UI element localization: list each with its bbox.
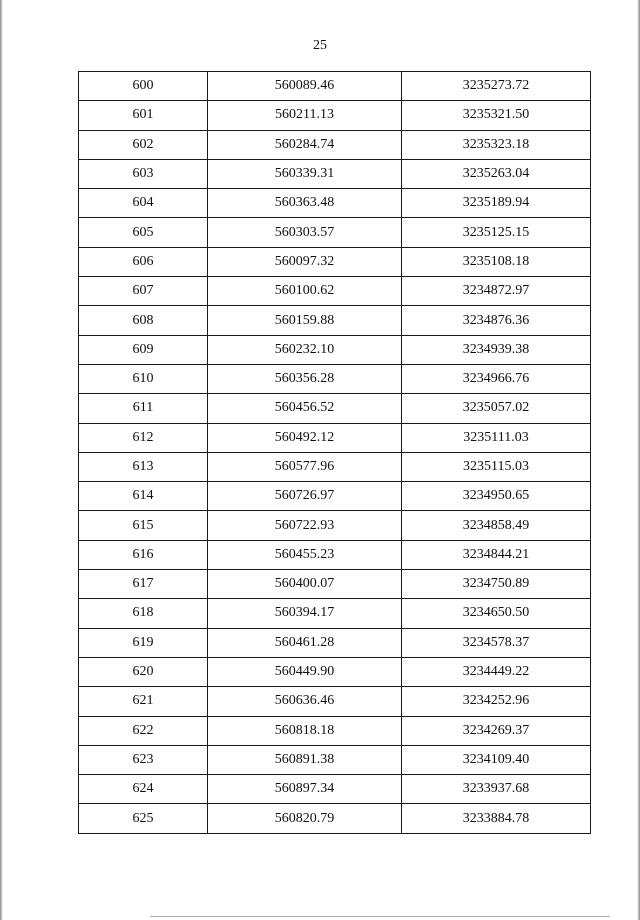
x-coordinate-cell: 560097.32 bbox=[208, 247, 402, 276]
point-number-cell: 605 bbox=[79, 218, 208, 247]
table-row bbox=[79, 599, 591, 628]
y-coordinate-cell: 3234650.50 bbox=[402, 599, 591, 628]
x-coordinate-cell: 560820.79 bbox=[208, 804, 402, 833]
table-row bbox=[79, 511, 591, 540]
point-number-cell: 612 bbox=[79, 423, 208, 452]
point-number-cell: 625 bbox=[79, 804, 208, 833]
y-coordinate-cell: 3234269.37 bbox=[402, 716, 591, 745]
table-row bbox=[79, 394, 591, 423]
table-row bbox=[79, 482, 591, 511]
x-coordinate-cell: 560726.97 bbox=[208, 482, 402, 511]
y-coordinate-cell: 3235189.94 bbox=[402, 189, 591, 218]
table-row bbox=[79, 189, 591, 218]
x-coordinate-cell: 560577.96 bbox=[208, 452, 402, 481]
y-coordinate-cell: 3234966.76 bbox=[402, 364, 591, 393]
x-coordinate-cell: 560456.52 bbox=[208, 394, 402, 423]
point-number-cell: 609 bbox=[79, 335, 208, 364]
point-number-cell: 601 bbox=[79, 101, 208, 130]
y-coordinate-cell: 3234876.36 bbox=[402, 306, 591, 335]
point-number-cell: 621 bbox=[79, 687, 208, 716]
scan-edge-bottom bbox=[150, 916, 610, 917]
x-coordinate-cell: 560303.57 bbox=[208, 218, 402, 247]
point-number-cell: 608 bbox=[79, 306, 208, 335]
x-coordinate-cell: 560232.10 bbox=[208, 335, 402, 364]
y-coordinate-cell: 3233937.68 bbox=[402, 775, 591, 804]
y-coordinate-cell: 3234109.40 bbox=[402, 745, 591, 774]
point-number-cell: 611 bbox=[79, 394, 208, 423]
table-row bbox=[79, 247, 591, 276]
x-coordinate-cell: 560339.31 bbox=[208, 159, 402, 188]
y-coordinate-cell: 3234950.65 bbox=[402, 482, 591, 511]
x-coordinate-cell: 560284.74 bbox=[208, 130, 402, 159]
point-number-cell: 603 bbox=[79, 159, 208, 188]
point-number-cell: 610 bbox=[79, 364, 208, 393]
x-coordinate-cell: 560400.07 bbox=[208, 570, 402, 599]
y-coordinate-cell: 3235108.18 bbox=[402, 247, 591, 276]
y-coordinate-cell: 3235111.03 bbox=[402, 423, 591, 452]
table-row bbox=[79, 452, 591, 481]
point-number-cell: 613 bbox=[79, 452, 208, 481]
y-coordinate-cell: 3234844.21 bbox=[402, 540, 591, 569]
table-row bbox=[79, 687, 591, 716]
table-row bbox=[79, 804, 591, 833]
table-row bbox=[79, 277, 591, 306]
y-coordinate-cell: 3233884.78 bbox=[402, 804, 591, 833]
table-row bbox=[79, 306, 591, 335]
scan-edge-left bbox=[0, 0, 3, 920]
y-coordinate-cell: 3234252.96 bbox=[402, 687, 591, 716]
x-coordinate-cell: 560089.46 bbox=[208, 72, 402, 101]
y-coordinate-cell: 3234939.38 bbox=[402, 335, 591, 364]
y-coordinate-cell: 3235115.03 bbox=[402, 452, 591, 481]
point-number-cell: 615 bbox=[79, 511, 208, 540]
y-coordinate-cell: 3235263.04 bbox=[402, 159, 591, 188]
coordinate-table-body bbox=[79, 72, 591, 834]
table-row bbox=[79, 101, 591, 130]
x-coordinate-cell: 560449.90 bbox=[208, 657, 402, 686]
x-coordinate-cell: 560897.34 bbox=[208, 775, 402, 804]
table-row bbox=[79, 72, 591, 101]
y-coordinate-cell: 3234750.89 bbox=[402, 570, 591, 599]
table-row bbox=[79, 628, 591, 657]
table-row bbox=[79, 716, 591, 745]
x-coordinate-cell: 560211.13 bbox=[208, 101, 402, 130]
point-number-cell: 614 bbox=[79, 482, 208, 511]
table-row bbox=[79, 130, 591, 159]
y-coordinate-cell: 3234578.37 bbox=[402, 628, 591, 657]
x-coordinate-cell: 560891.38 bbox=[208, 745, 402, 774]
x-coordinate-cell: 560356.28 bbox=[208, 364, 402, 393]
table-row bbox=[79, 423, 591, 452]
point-number-cell: 602 bbox=[79, 130, 208, 159]
y-coordinate-cell: 3234872.97 bbox=[402, 277, 591, 306]
x-coordinate-cell: 560100.62 bbox=[208, 277, 402, 306]
y-coordinate-cell: 3235125.15 bbox=[402, 218, 591, 247]
table-row bbox=[79, 364, 591, 393]
y-coordinate-cell: 3234858.49 bbox=[402, 511, 591, 540]
table-row bbox=[79, 159, 591, 188]
y-coordinate-cell: 3235321.50 bbox=[402, 101, 591, 130]
table-row bbox=[79, 218, 591, 247]
table-row bbox=[79, 570, 591, 599]
point-number-cell: 624 bbox=[79, 775, 208, 804]
y-coordinate-cell: 3235323.18 bbox=[402, 130, 591, 159]
point-number-cell: 616 bbox=[79, 540, 208, 569]
y-coordinate-cell: 3235273.72 bbox=[402, 72, 591, 101]
x-coordinate-cell: 560461.28 bbox=[208, 628, 402, 657]
point-number-cell: 604 bbox=[79, 189, 208, 218]
point-number-cell: 600 bbox=[79, 72, 208, 101]
page-number: 25 bbox=[313, 38, 327, 53]
point-number-cell: 619 bbox=[79, 628, 208, 657]
x-coordinate-cell: 560492.12 bbox=[208, 423, 402, 452]
coordinate-table bbox=[78, 71, 591, 834]
point-number-cell: 607 bbox=[79, 277, 208, 306]
point-number-cell: 606 bbox=[79, 247, 208, 276]
x-coordinate-cell: 560159.88 bbox=[208, 306, 402, 335]
y-coordinate-cell: 3235057.02 bbox=[402, 394, 591, 423]
table-row bbox=[79, 335, 591, 364]
x-coordinate-cell: 560363.48 bbox=[208, 189, 402, 218]
point-number-cell: 622 bbox=[79, 716, 208, 745]
x-coordinate-cell: 560394.17 bbox=[208, 599, 402, 628]
table-row bbox=[79, 745, 591, 774]
x-coordinate-cell: 560636.46 bbox=[208, 687, 402, 716]
x-coordinate-cell: 560818.18 bbox=[208, 716, 402, 745]
point-number-cell: 618 bbox=[79, 599, 208, 628]
table-row bbox=[79, 657, 591, 686]
y-coordinate-cell: 3234449.22 bbox=[402, 657, 591, 686]
point-number-cell: 617 bbox=[79, 570, 208, 599]
x-coordinate-cell: 560455.23 bbox=[208, 540, 402, 569]
table-row bbox=[79, 540, 591, 569]
x-coordinate-cell: 560722.93 bbox=[208, 511, 402, 540]
point-number-cell: 623 bbox=[79, 745, 208, 774]
point-number-cell: 620 bbox=[79, 657, 208, 686]
table-row bbox=[79, 775, 591, 804]
